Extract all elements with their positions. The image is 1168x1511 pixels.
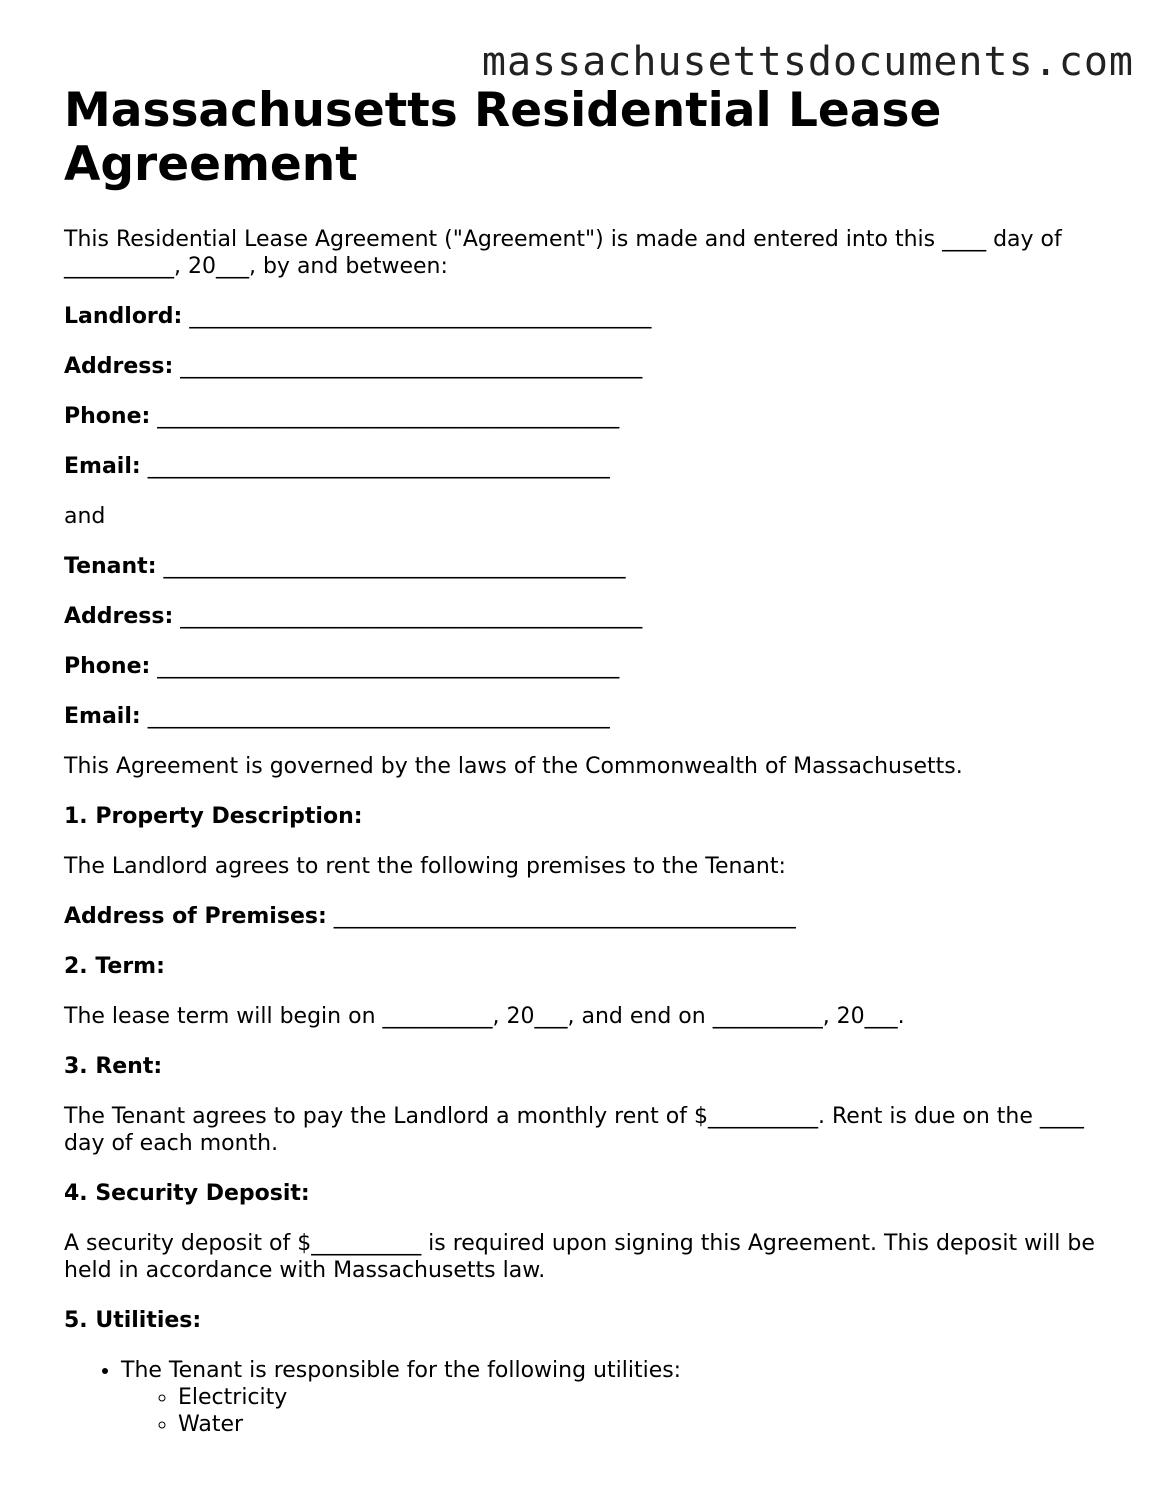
utilities-list: [64, 1357, 1114, 1438]
section-property-text: The Landlord agrees to rent the following premises to the Tenant:: [64, 854, 786, 879]
landlord-email-line: [64, 453, 1114, 480]
landlord-address-line: [64, 353, 1114, 380]
tenant-email-line: [64, 703, 1114, 730]
governing-law-paragraph: This Agreement is governed by the laws of the Commonwealth of Massachusetts.: [64, 754, 963, 779]
section-deposit-heading: 4. Security Deposit:: [64, 1181, 310, 1206]
premises-address-blank: __________________________________________: [333, 904, 796, 929]
tenant-email-label: Email:: [64, 704, 141, 729]
landlord-phone-label: Phone:: [64, 404, 151, 429]
watermark: massachusettsdocuments.com: [481, 39, 1134, 85]
intro-paragraph: This Residential Lease Agreement ("Agreement") is made and entered into this ____ day of __________, 20___, by and between:: [64, 227, 1062, 279]
section-term-text: The lease term will begin on __________, 20___, and end on __________, 20___.: [64, 1004, 905, 1029]
tenant-address-blank: __________________________________________: [180, 604, 643, 629]
landlord-phone-blank: __________________________________________: [157, 404, 620, 429]
section-rent-text: The Tenant agrees to pay the Landlord a monthly rent of $__________. Rent is due on the ____ day of each month.: [64, 1104, 1084, 1156]
landlord-email-label: Email:: [64, 454, 141, 479]
tenant-name-line: [64, 553, 1114, 580]
tenant-address-line: [64, 603, 1114, 630]
tenant-phone-blank: __________________________________________: [157, 654, 620, 679]
premises-address-label: Address of Premises:: [64, 904, 327, 929]
landlord-name-label: Landlord:: [64, 304, 183, 329]
utilities-item-text: The Tenant is responsible for the following utilities:: [121, 1358, 682, 1383]
section-property-heading: 1. Property Description:: [64, 804, 363, 829]
tenant-phone-label: Phone:: [64, 654, 151, 679]
utilities-sublist: [121, 1384, 1114, 1438]
document-title: Massachusetts Residential Lease Agreement: [64, 83, 942, 192]
utility-electricity: ◦ Electricity: [178, 1384, 1114, 1411]
section-deposit-text: A security deposit of $__________ is required upon signing this Agreement. This deposit will be held in accordance with Massachusetts law.: [64, 1231, 1095, 1283]
landlord-address-blank: __________________________________________: [180, 354, 643, 379]
premises-address-line: [64, 903, 1114, 930]
section-utilities-heading: 5. Utilities:: [64, 1308, 202, 1333]
and-text: and: [64, 504, 106, 529]
utility-water: ◦ Water: [178, 1411, 1114, 1438]
tenant-address-label: Address:: [64, 604, 174, 629]
landlord-email-blank: __________________________________________: [147, 454, 610, 479]
landlord-address-label: Address:: [64, 354, 174, 379]
section-term-heading: 2. Term:: [64, 954, 165, 979]
landlord-name-line: [64, 303, 1114, 330]
tenant-name-blank: __________________________________________: [163, 554, 626, 579]
landlord-name-blank: __________________________________________: [189, 304, 652, 329]
landlord-phone-line: [64, 403, 1114, 430]
tenant-email-blank: __________________________________________: [147, 704, 610, 729]
tenant-name-label: Tenant:: [64, 554, 157, 579]
document-body: [64, 84, 1114, 1438]
utilities-list-item: [121, 1357, 1114, 1438]
section-rent-heading: 3. Rent:: [64, 1054, 163, 1079]
tenant-phone-line: [64, 653, 1114, 680]
